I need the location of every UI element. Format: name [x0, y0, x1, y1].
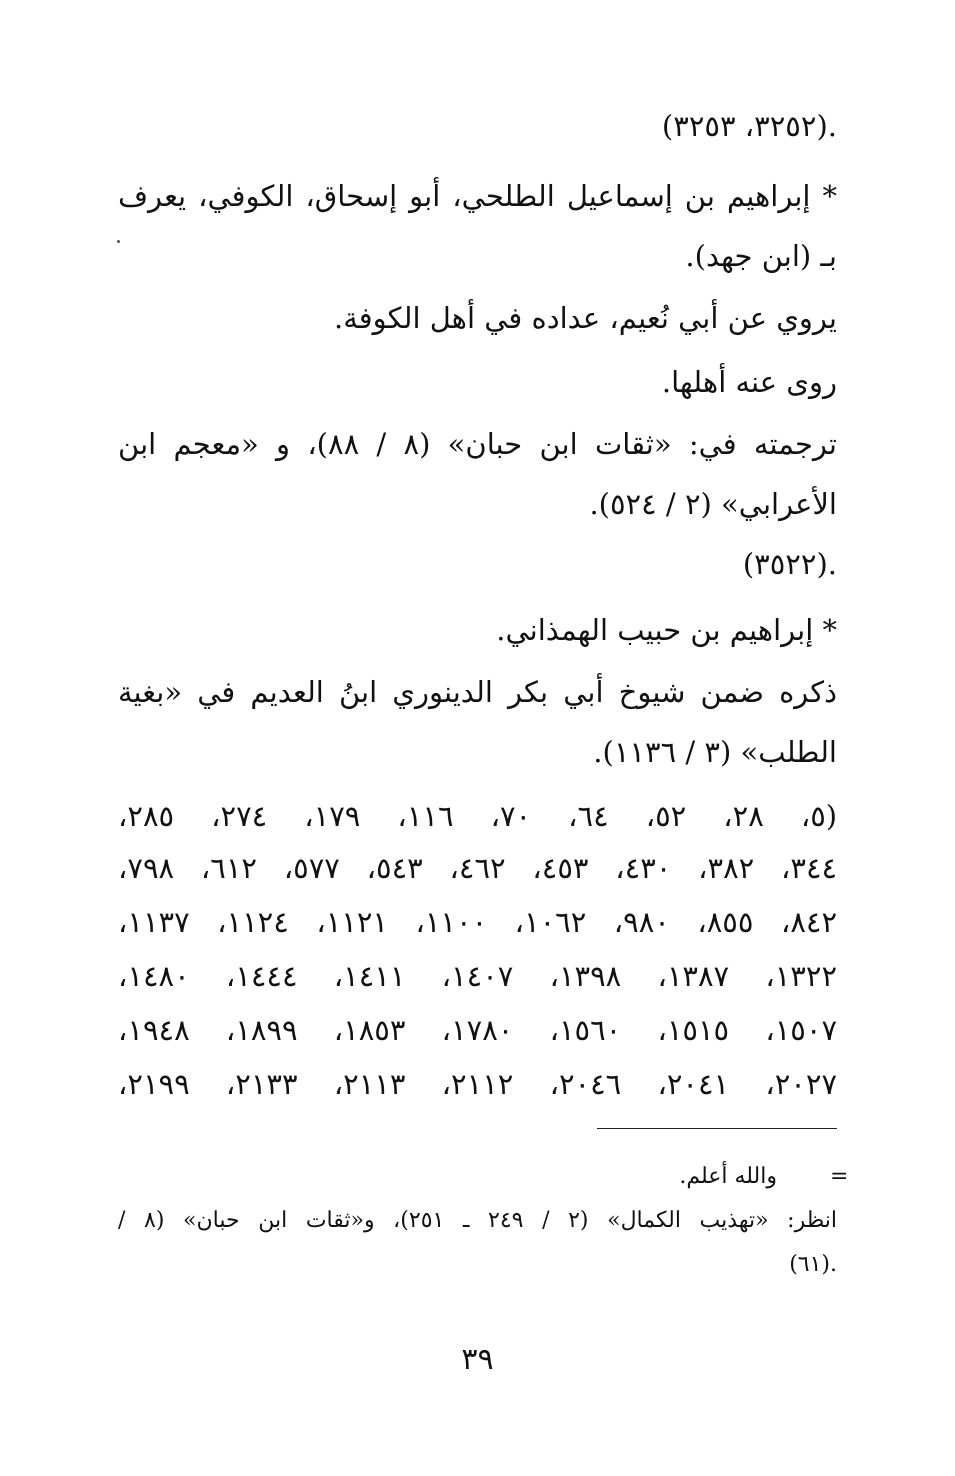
text-line-10: ذكره ضمن شيوخ أبي بكر الدينوري ابنُ العديم في «بغية — [118, 675, 837, 709]
footnote-divider — [597, 1128, 837, 1129]
footnote-line-3: .(٦١) — [789, 1252, 837, 1277]
text-line-1: .(٣٢٥٢، ٣٢٥٣) — [661, 109, 837, 143]
text-line-5: روى عنه أهلها. — [661, 365, 837, 399]
footnote-line-2: انظر: «تهذيب الكمال» (٢ / ٢٤٩ ـ ٢٥١)، و«ثقات ابن حبان» (٨ / — [118, 1208, 838, 1233]
text-line-8: .(٣٥٢٢) — [742, 547, 837, 581]
text-line-11: الطلب» (٣ / ١١٣٦). — [593, 735, 837, 769]
footnote-continuation-marker: = — [830, 1164, 849, 1189]
number-line-2: ٣٤٤، ٣٨٢، ٤٣٠، ٤٥٣، ٤٦٢، ٥٤٣، ٥٧٧، ٦١٢، ٧٩٨، — [118, 851, 838, 885]
text-line-7: الأعرابي» (٢ / ٥٢٤). — [589, 487, 837, 521]
number-line-3: ٨٤٢، ٨٥٥، ٩٨٠، ١٠٦٢، ١١٠٠، ١١٢١، ١١٢٤، ١١٣٧، — [118, 905, 838, 939]
text-line-4: يروي عن أبي نُعيم، عداده في أهل الكوفة. — [333, 301, 837, 335]
entry-heading-ibrahim-talhi: * إبراهيم بن إسماعيل الطلحي، أبو إسحاق، الكوفي، يعرف — [118, 179, 837, 213]
page-number: ٣٩ — [461, 1342, 494, 1377]
entry-heading-ibrahim-hamadhani: * إبراهيم بن حبيب الهمذاني. — [496, 613, 837, 647]
number-line-6: ٢٠٢٧، ٢٠٤١، ٢٠٤٦، ٢١١٢، ٢١١٣، ٢١٣٣، ٢١٩٩، — [118, 1067, 838, 1101]
number-line-5: ١٥٠٧، ١٥١٥، ١٥٦٠، ١٧٨٠، ١٨٥٣، ١٨٩٩، ١٩٤٨، — [118, 1013, 838, 1047]
number-line-4: ١٣٢٢، ١٣٨٧، ١٣٩٨، ١٤٠٧، ١٤١١، ١٤٤٤، ١٤٨٠، — [118, 959, 838, 993]
number-line-1: (٥، ٢٨، ٥٢، ٦٤، ٧٠، ١١٦، ١٧٩، ٢٧٤، ٢٨٥، — [118, 799, 838, 833]
footnote-line-1: والله أعلم. — [679, 1164, 777, 1189]
text-line-3: بـ (ابن جهد). — [685, 239, 837, 273]
text-line-6: ترجمته في: «ثقات ابن حبان» (٨ / ٨٨)، و «معجم ابن — [118, 427, 837, 461]
stray-dot — [117, 240, 120, 243]
